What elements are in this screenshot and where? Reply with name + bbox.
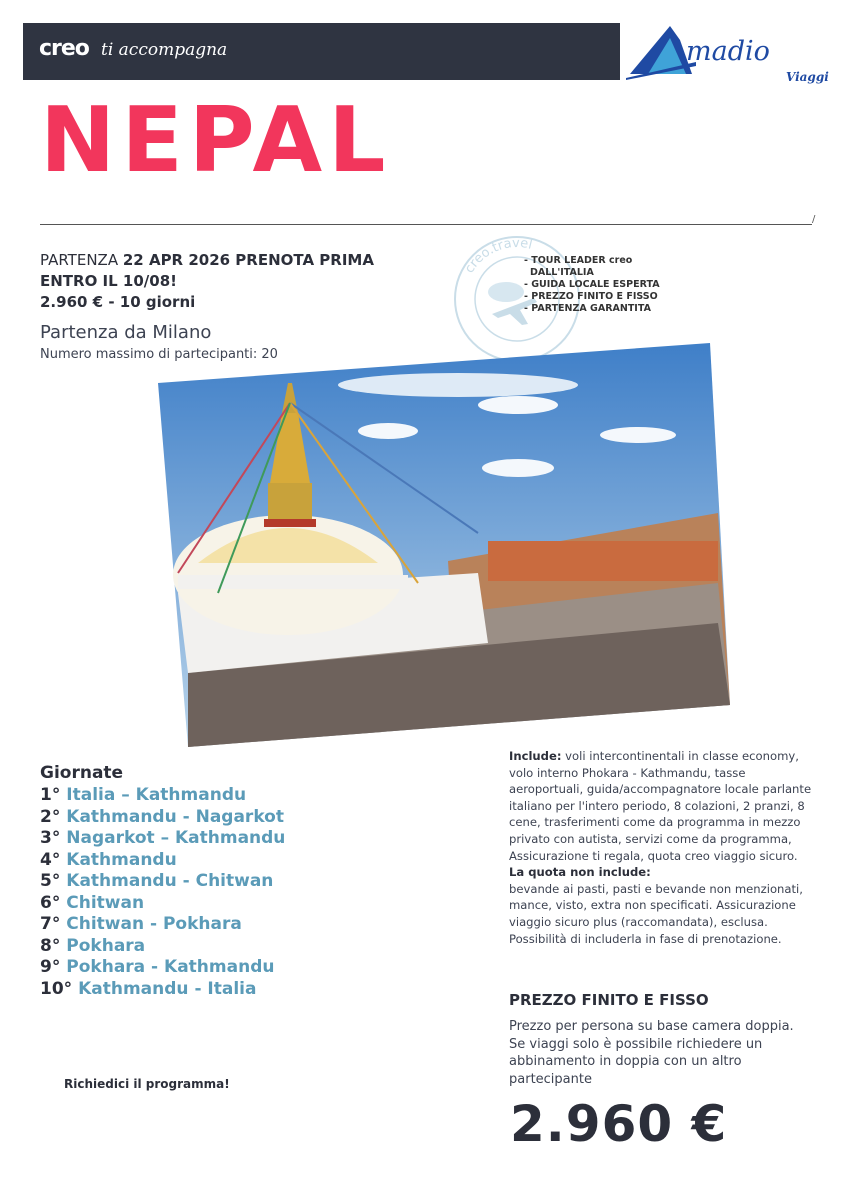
day-number: 1°: [40, 785, 61, 805]
departure-label: PARTENZA: [40, 251, 119, 269]
includes-label: Include:: [509, 749, 562, 763]
list-item: [40, 957, 285, 979]
day-number: 5°: [40, 871, 61, 891]
brand-tagline: ti accompagna: [101, 40, 228, 60]
day-number: 4°: [40, 849, 61, 870]
divider: [40, 224, 812, 225]
excludes-label: La quota non include:: [509, 865, 651, 880]
day-destination: Kathmandu - Italia: [78, 978, 257, 999]
price-value: 2.960 €: [510, 1095, 728, 1153]
feature-item: - PARTENZA GARANTITA: [524, 303, 651, 314]
includes-text: voli intercontinentali in classe economy, volo interno Phokara - Kathmandu, tasse aeroportuali, guida/accompagnatore locale parlante italiano per l'intero periodo, 8 colazioni, 2 pranzi, 8 cene, trasferimenti come da programma in mezzo privato con autista, servizi come da programma, Assicurazione ti regala, quota creo viaggio sicuro.: [509, 749, 812, 863]
day-destination: Kathmandu: [66, 849, 177, 870]
pricing-heading: PREZZO FINITO E FISSO: [509, 991, 709, 1009]
list-item: [40, 936, 285, 958]
departure-city: Partenza da Milano: [40, 322, 212, 343]
header-banner: [23, 23, 620, 80]
day-number: 7°: [40, 914, 61, 934]
max-participants: Numero massimo di partecipanti: 20: [40, 347, 278, 362]
includes-section: [509, 748, 819, 947]
day-destination: Pokhara: [66, 935, 146, 956]
list-item: [40, 807, 285, 829]
departure-date: 22 APR 2026 PRENOTA PRIMA ENTRO IL 10/08!: [40, 251, 374, 290]
day-destination: Chitwan - Pokhara: [66, 914, 242, 934]
list-item: [40, 785, 285, 807]
day-destination: Kathmandu - Nagarkot: [66, 806, 284, 827]
stamp-ring-text: creo.travel: [462, 235, 534, 277]
feature-item: - TOUR LEADER creo: [524, 255, 633, 266]
day-destination: Italia – Kathmandu: [66, 785, 247, 805]
feature-item: - GUIDA LOCALE ESPERTA: [524, 279, 660, 290]
list-item: [40, 871, 285, 893]
pricing-text: Prezzo per persona su base camera doppia. Se viaggi solo è possibile richiedere un abbinamento in doppia con un altro partecipante: [509, 1019, 794, 1087]
divider-end-mark: /: [812, 214, 816, 225]
feature-item: DALL'ITALIA: [530, 267, 594, 278]
list-item: [40, 893, 285, 915]
itinerary-list: [40, 785, 285, 1000]
stamp-features: [524, 255, 660, 315]
itinerary-heading: Giornate: [40, 763, 124, 783]
day-number: 3°: [40, 828, 61, 848]
day-destination: Nagarkot – Kathmandu: [66, 828, 286, 848]
day-number: 6°: [40, 892, 61, 913]
day-number: 10°: [40, 978, 73, 999]
excludes-text: bevande ai pasti, pasti e bevande non menzionati, mance, visto, extra non specificati. Assicurazione viaggio sicuro plus (raccomandata), esclusa. Possibilità di includerla in fase di prenotazione.: [509, 881, 803, 946]
day-number: 9°: [40, 957, 61, 977]
agency-logo: [626, 22, 829, 84]
day-number: 2°: [40, 806, 61, 827]
price-duration: 2.960 € - 10 giorni: [40, 293, 196, 311]
day-destination: Chitwan: [66, 892, 145, 913]
day-number: 8°: [40, 935, 61, 956]
logo-wordmark: madio: [686, 36, 770, 67]
list-item: [40, 850, 285, 872]
brand-name: creo: [39, 36, 89, 61]
day-destination: Kathmandu - Chitwan: [66, 871, 274, 891]
day-destination: Pokhara - Kathmandu: [66, 957, 275, 977]
request-program-cta: Richiedici il programma!: [64, 1077, 230, 1091]
logo-subtitle: Viaggi: [786, 70, 829, 84]
feature-item: - PREZZO FINITO E FISSO: [524, 291, 658, 302]
departure-info: [40, 250, 430, 313]
boudhanath-stupa-photo: [158, 343, 730, 747]
list-item: [40, 979, 285, 1001]
list-item: [40, 828, 285, 850]
list-item: [40, 914, 285, 936]
page-title: NEPAL: [40, 88, 392, 193]
